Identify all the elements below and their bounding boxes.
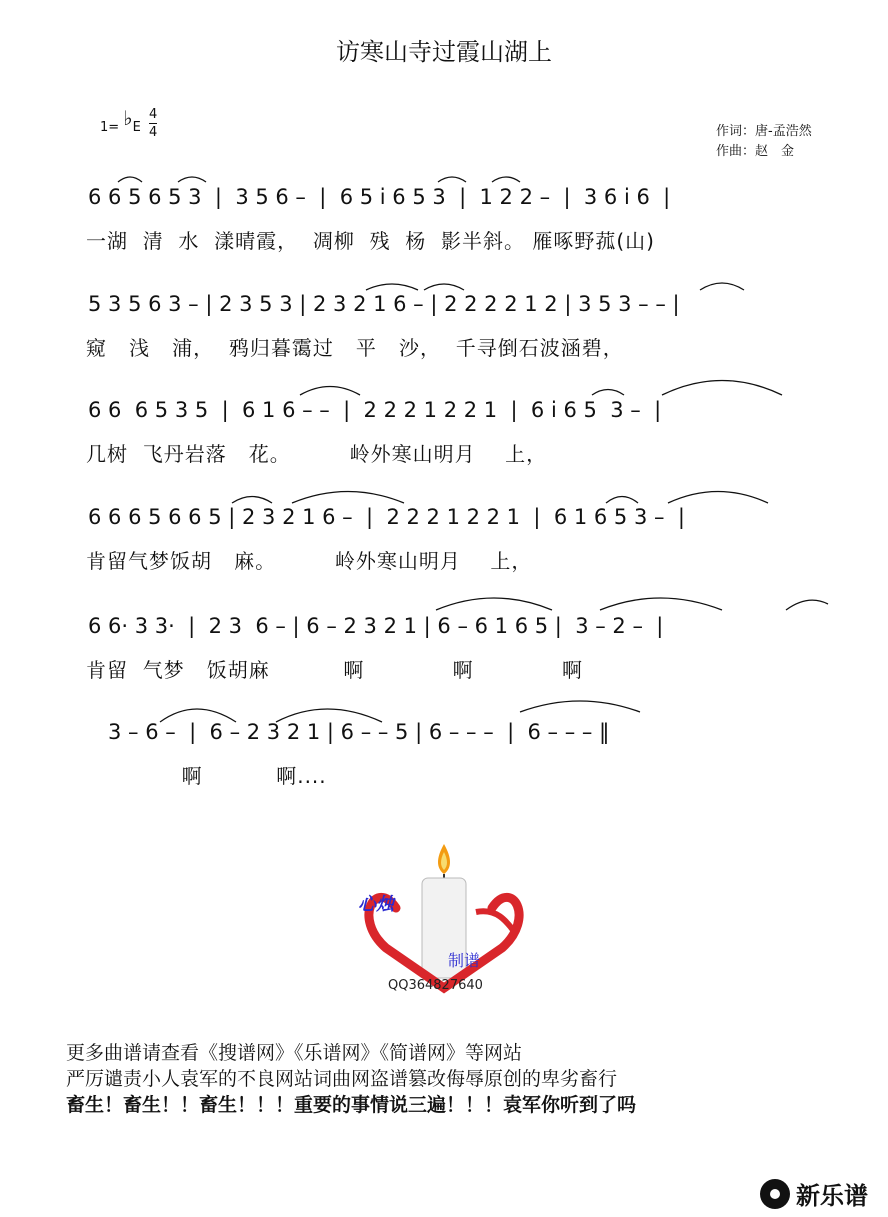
footer (66, 1040, 636, 1118)
record-disc-icon (760, 1179, 790, 1209)
lyrics-line: 啊 啊.... (86, 764, 327, 788)
logo-label-left: 心烛 (358, 894, 394, 915)
notes-line: 6 6 6 5 6 6 5 | 2 3 2 1 6 – | 2 2 2 1 2 2 1 | 6 1 6 5 3 – | (88, 505, 685, 529)
brand-name: 新乐谱 (796, 1182, 868, 1210)
notes-line: 6 6· 3 3· | 2 3 6 – | 6 – 2 3 2 1 | 6 – 6 1 6 5 | 3 – 2 – | (88, 614, 664, 638)
key-note: E (132, 120, 141, 135)
notes-line: 3 – 6 – | 6 – 2 3 2 1 | 6 – – 5 | 6 – – – | 6 – – – ‖ (88, 720, 610, 744)
time-top: 4 (148, 107, 158, 122)
logo-qq: QQ364827640 (388, 978, 483, 993)
notes-line: 6 6 6 5 3 5 | 6 1 6 – – | 2 2 2 1 2 2 1 | 6 i 6 5 3 – | (88, 398, 662, 422)
lyrics-line: 一湖 清 水 漾晴霞， 凋柳 残 杨 影半斜。 雁啄野菰(山) (86, 229, 655, 253)
time-bottom: 4 (148, 125, 158, 140)
footer-line-1: 更多曲谱请查看《搜谱网》《乐谱网》《简谱网》等网站 (66, 1042, 523, 1064)
page-title: 访寒山寺过霞山湖上 (336, 38, 552, 66)
lyrics-line: 几树 飞丹岩落 花。 岭外寒山明月 上， (86, 442, 548, 466)
logo (356, 838, 536, 1008)
notes-line: 6 6 5 6 5 3 | 3 5 6 – | 6 5 i 6 5 3 | 1 2 2 – | 3 6 i 6 | (88, 185, 671, 209)
flat-sign: ♭ (123, 106, 133, 130)
lyrics-line: 窥 浅 浦， 鸦归暮霭过 平 沙， 千寻倒石波涵碧， (86, 336, 624, 360)
lyrics-line: 肯留 气梦 饭胡麻 啊 啊 啊 (86, 658, 583, 682)
lyricist: 作词：唐-孟浩然 (716, 124, 812, 139)
lyrics-line: 肯留气梦饭胡 麻。 岭外寒山明月 上， (86, 549, 533, 573)
logo-label-right: 制谱 (448, 951, 481, 970)
footer-line-3: 畜生！畜生！！畜生！！！重要的事情说三遍！！！袁军你听到了吗 (66, 1094, 637, 1116)
footer-line-2: 严厉谴责小人袁军的不良网站词曲网盗谱篡改侮辱原创的卑劣畜行 (66, 1068, 618, 1090)
composer: 作曲：赵 金 (716, 144, 795, 159)
key-prefix: 1= (100, 120, 120, 135)
brand (760, 1176, 868, 1211)
notes-line: 5 3 5 6 3 – | 2 3 5 3 | 2 3 2 1 6 – | 2 2 2 2 1 2 | 3 5 3 – – | (88, 292, 680, 316)
